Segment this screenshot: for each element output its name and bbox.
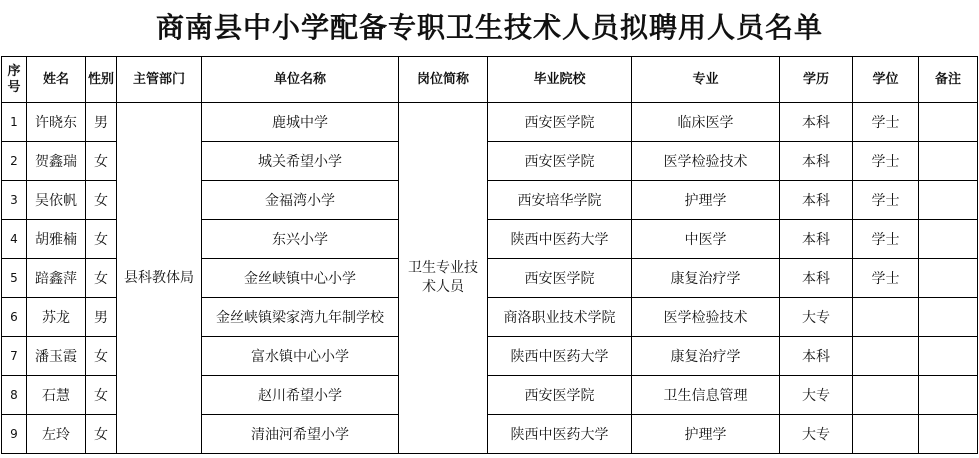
cell-remark xyxy=(919,337,978,376)
cell-name: 踣鑫萍 xyxy=(27,259,86,298)
cell-gender: 女 xyxy=(86,376,117,415)
cell-unit: 金丝峡镇梁家湾九年制学校 xyxy=(202,298,399,337)
cell-school: 西安医学院 xyxy=(488,103,632,142)
cell-name: 吴依帆 xyxy=(27,181,86,220)
cell-degree xyxy=(853,337,919,376)
cell-degree: 学士 xyxy=(853,103,919,142)
cell-degree: 学士 xyxy=(853,142,919,181)
cell-seq: 2 xyxy=(2,142,27,181)
cell-degree: 学士 xyxy=(853,259,919,298)
cell-gender: 男 xyxy=(86,298,117,337)
cell-gender: 女 xyxy=(86,415,117,454)
cell-unit: 富水镇中心小学 xyxy=(202,337,399,376)
cell-name: 贺鑫瑞 xyxy=(27,142,86,181)
cell-name: 左玲 xyxy=(27,415,86,454)
cell-education: 本科 xyxy=(780,181,853,220)
cell-position-merged: 卫生专业技术人员 xyxy=(399,103,488,454)
cell-degree xyxy=(853,376,919,415)
cell-education: 本科 xyxy=(780,259,853,298)
header-major: 专业 xyxy=(632,57,780,103)
cell-name: 许晓东 xyxy=(27,103,86,142)
cell-gender: 男 xyxy=(86,103,117,142)
header-degree: 学位 xyxy=(853,57,919,103)
cell-unit: 清油河希望小学 xyxy=(202,415,399,454)
cell-school: 西安医学院 xyxy=(488,376,632,415)
cell-major: 护理学 xyxy=(632,415,780,454)
cell-remark xyxy=(919,259,978,298)
cell-gender: 女 xyxy=(86,220,117,259)
cell-major: 医学检验技术 xyxy=(632,298,780,337)
cell-degree: 学士 xyxy=(853,181,919,220)
cell-remark xyxy=(919,376,978,415)
cell-school: 陕西中医药大学 xyxy=(488,337,632,376)
cell-education: 大专 xyxy=(780,376,853,415)
cell-gender: 女 xyxy=(86,337,117,376)
cell-seq: 8 xyxy=(2,376,27,415)
cell-school: 陕西中医药大学 xyxy=(488,415,632,454)
cell-seq: 6 xyxy=(2,298,27,337)
cell-major: 中医学 xyxy=(632,220,780,259)
header-remark: 备注 xyxy=(919,57,978,103)
cell-education: 大专 xyxy=(780,298,853,337)
cell-school: 陕西中医药大学 xyxy=(488,220,632,259)
cell-degree: 学士 xyxy=(853,220,919,259)
cell-school: 西安医学院 xyxy=(488,259,632,298)
cell-remark xyxy=(919,103,978,142)
personnel-table xyxy=(1,56,978,454)
header-unit: 单位名称 xyxy=(202,57,399,103)
cell-major: 康复治疗学 xyxy=(632,259,780,298)
cell-seq: 1 xyxy=(2,103,27,142)
cell-major: 临床医学 xyxy=(632,103,780,142)
cell-degree xyxy=(853,298,919,337)
cell-education: 本科 xyxy=(780,220,853,259)
cell-school: 西安培华学院 xyxy=(488,181,632,220)
header-position: 岗位简称 xyxy=(399,57,488,103)
cell-education: 大专 xyxy=(780,415,853,454)
table-header-row xyxy=(2,57,978,103)
cell-unit: 金福湾小学 xyxy=(202,181,399,220)
cell-seq: 9 xyxy=(2,415,27,454)
cell-remark xyxy=(919,181,978,220)
cell-seq: 7 xyxy=(2,337,27,376)
page-title: 商南县中小学配备专职卫生技术人员拟聘用人员名单 xyxy=(155,11,823,44)
cell-remark xyxy=(919,220,978,259)
cell-school: 商洛职业技术学院 xyxy=(488,298,632,337)
cell-major: 医学检验技术 xyxy=(632,142,780,181)
cell-seq: 4 xyxy=(2,220,27,259)
header-name: 姓名 xyxy=(27,57,86,103)
header-dept: 主管部门 xyxy=(117,57,202,103)
cell-gender: 女 xyxy=(86,142,117,181)
header-school: 毕业院校 xyxy=(488,57,632,103)
cell-remark xyxy=(919,298,978,337)
cell-unit: 东兴小学 xyxy=(202,220,399,259)
table-row xyxy=(2,103,978,142)
cell-unit: 赵川希望小学 xyxy=(202,376,399,415)
cell-gender: 女 xyxy=(86,259,117,298)
cell-remark xyxy=(919,415,978,454)
cell-remark xyxy=(919,142,978,181)
cell-unit: 城关希望小学 xyxy=(202,142,399,181)
cell-gender: 女 xyxy=(86,181,117,220)
cell-major: 卫生信息管理 xyxy=(632,376,780,415)
cell-education: 本科 xyxy=(780,103,853,142)
cell-seq: 5 xyxy=(2,259,27,298)
cell-name: 石慧 xyxy=(27,376,86,415)
cell-degree xyxy=(853,415,919,454)
header-education: 学历 xyxy=(780,57,853,103)
header-seq: 序号 xyxy=(2,57,27,103)
cell-education: 本科 xyxy=(780,142,853,181)
cell-unit: 金丝峡镇中心小学 xyxy=(202,259,399,298)
cell-unit: 鹿城中学 xyxy=(202,103,399,142)
cell-education: 本科 xyxy=(780,337,853,376)
cell-dept-merged: 县科教体局 xyxy=(117,103,202,454)
cell-name: 胡雅楠 xyxy=(27,220,86,259)
cell-seq: 3 xyxy=(2,181,27,220)
cell-name: 苏龙 xyxy=(27,298,86,337)
cell-school: 西安医学院 xyxy=(488,142,632,181)
cell-major: 康复治疗学 xyxy=(632,337,780,376)
cell-name: 潘玉霞 xyxy=(27,337,86,376)
header-gender: 性别 xyxy=(86,57,117,103)
table-body xyxy=(2,103,978,454)
cell-major: 护理学 xyxy=(632,181,780,220)
